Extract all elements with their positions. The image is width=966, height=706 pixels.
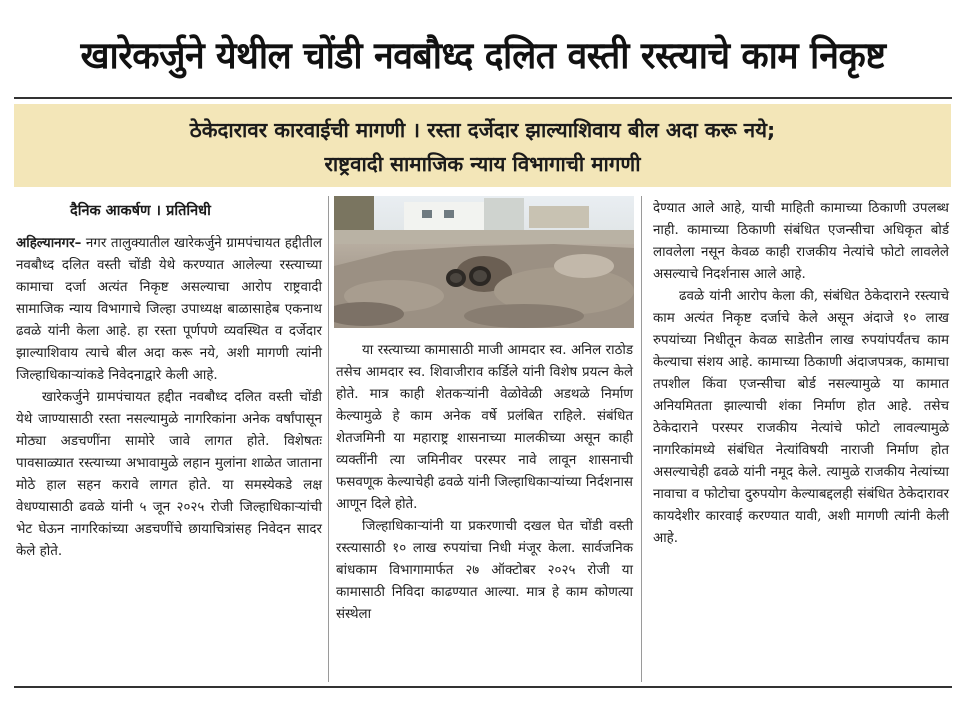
paragraph: ढवळे यांनी आरोप केला की, संबंधित ठेकेदाराने रस्त्याचे काम अत्यंत निकृष्ट दर्जाचे केले असून अंदाजे १० लाख रुपयांच्या निधीतून केवळ साडेतीन लाख रुपयांपर्यंतच काम केल्याचा संशय आहे. कामाच्या ठिकाणी अंदाजपत्रक, कामाचा तपशील किंवा एजन्सीचा बोर्ड नसल्यामुळे या कामात अनियमितता झाल्याची शंका निर्माण होत आहे. तसेच ठेकेदाराने परस्पर राजकीय नेत्यांचे फोटो लावल्यामुळे नागरिकांमध्ये संबंधित नेत्यांविषयी नाराजी निर्माण होत असल्याचेही ढवळे यांनी नमूद केले. त्यामुळे राजकीय नेत्यांच्या नावाचा व फोटोचा दुरुपयोग केल्याबद्दलही संबंधित ठेकेदारावर कायदेशीर कारवाई करण्यात यावी, अशी मागणी त्यांनी केली आहे.	[653, 289, 949, 546]
column-divider	[641, 196, 642, 682]
paragraph: या रस्त्याच्या कामासाठी माजी आमदार स्व. अनिल राठोड तसेच आमदार स्व. शिवाजीराव कर्डिले यांनी विशेष प्रयत्न केले होते. मात्र काही शेतकऱ्यांनी वेळोवेळी अडथळे निर्माण केल्यामुळे हे काम अनेक वर्षे प्रलंबित राहिले. संबंधित शेतजमिनी या महाराष्ट्र शासनाच्या मालकीच्या असून काही व्यक्तींनी त्या जमिनीवर परस्पर नावे लावून शासनाची फसवणूक केल्याचेही ढवळे यांनी जिल्हाधिकाऱ्यांच्या निर्दशनास आणून दिले होते.	[336, 343, 633, 512]
paragraph-text: नगर तालुक्यातील खारेकर्जुने ग्रामपंचायत हद्दीतील नवबौध्द दलित वस्ती चोंडी येथे करण्यात आलेल्या रस्त्याच्या कामाचा दर्जा अत्यंत निकृष्ट असल्याचा आरोप राष्ट्रवादी सामाजिक न्याय विभागाचे जिल्हा उपाध्यक्ष बाळासाहेब एकनाथ ढवळे यांनी केला आहे. हा रस्ता पूर्णपणे व्यवस्थित व दर्जेदार झाल्याशिवाय त्याचे बील अदा करू नये, अशी मागणी त्यांनी जिल्हाधिकाऱ्यांकडे निवेदनाद्वारे केली आहे.	[16, 236, 322, 383]
subheadline-line-1: ठेकेदारावर कारवाईची मागणी । रस्ता दर्जेदार झाल्याशिवाय बील अदा करू नये;	[189, 118, 776, 142]
paragraph	[16, 233, 322, 387]
subheadline-line-2: राष्ट्रवादी सामाजिक न्याय विभागाची मागणी	[324, 152, 641, 176]
paragraph: जिल्हाधिकाऱ्यांनी या प्रकरणाची दखल घेत चोंडी वस्ती रस्त्यासाठी १० लाख रुपयांचा निधी मंजूर केला. सार्वजनिक बांधकाम विभागामार्फत २७ ऑक्टोबर २०२५ रोजी या कामासाठी निविदा काढण्यात आल्या. मात्र हे काम कोणत्या संस्थेला	[336, 519, 633, 622]
column-2	[336, 340, 633, 626]
headline: खारेकर्जुने येथील चोंडी नवबौध्द दलित वस्ती रस्त्याचे काम निकृष्ट	[80, 33, 886, 77]
subheadline-box	[14, 104, 951, 187]
paragraph: खारेकर्जुने ग्रामपंचायत हद्दीत नवबौध्द दलित वस्ती चोंडी येथे जाण्यासाठी रस्ता नसल्यामुळे नागरिकांना अनेक वर्षांपासून मोठ्या अडचणींना सामोरे जावे लागत होते. विशेषतः पावसाळ्यात रस्त्याच्या अभावामुळे लहान मुलांना शाळेत जाताना मोठे हाल सहन करावे लागत होते. या समस्येकडे लक्ष वेधण्यासाठी ढवळे यांनी ५ जून २०२५ रोजी जिल्हाधिकाऱ्यांची भेट घेऊन नागरिकांच्या अडचणींचे छायाचित्रांसह निवेदन सादर केले होते.	[16, 390, 322, 559]
column-1	[16, 233, 322, 563]
column-3	[653, 198, 949, 550]
paragraph: देण्यात आले आहे, याची माहिती कामाच्या ठिकाणी उपलब्ध नाही. कामाच्या ठिकाणी संबंधित एजन्सीचा अधिकृत बोर्ड लावलेला नसून केवळ काही राजकीय नेत्यांचे फोटो लावलेले असल्याचे निदर्शनास आले आहे.	[653, 201, 949, 282]
road-photo-image	[334, 196, 634, 328]
byline: दैनिक आकर्षण । प्रतिनिधी	[70, 203, 211, 219]
dateline: अहिल्यानगर–	[16, 236, 82, 251]
column-divider	[328, 196, 329, 682]
bottom-rule	[14, 686, 952, 688]
headline-rule	[14, 97, 952, 99]
road-photo	[334, 196, 634, 328]
